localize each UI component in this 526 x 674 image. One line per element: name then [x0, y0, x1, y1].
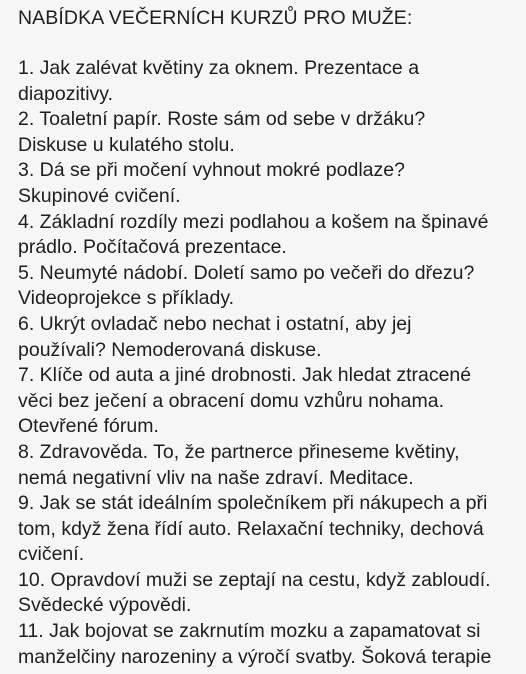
list-item-line: 10. Opravdoví muži se zeptají na cestu, když zabloudí. — [18, 568, 491, 591]
list-item-line: manželčiny narozeniny a výročí svatby. Šoková terapie — [18, 645, 492, 668]
list-item-line: nemá negativní vliv na naše zdraví. Meditace. — [18, 466, 414, 489]
list-item — [18, 568, 518, 619]
list-item-line: 2. Toaletní papír. Roste sám od sebe v držáku? — [18, 108, 426, 131]
list-item — [18, 107, 518, 158]
list-item — [18, 56, 518, 107]
list-item — [18, 261, 518, 312]
list-item-line: 6. Ukrýt ovladač nebo nechat i ostatní, aby jej — [18, 312, 412, 335]
list-item — [18, 210, 518, 261]
course-list — [18, 56, 518, 670]
list-item-line: 8. Zdravověda. To, že partnerce přineseme květiny, — [18, 440, 460, 463]
list-item-line: Videoprojekce s příklady. — [18, 287, 235, 310]
list-item-line: 3. Dá se při močení vyhnout mokré podlaze? — [18, 159, 405, 182]
list-item-line: 11. Jak bojovat se zakrnutím mozku a zapamatovat si — [18, 620, 481, 643]
list-item — [18, 312, 518, 363]
list-item-line: Otevřené fórum. — [18, 415, 159, 438]
list-item-line: 7. Klíče od auta a jiné drobnosti. Jak hledat ztracené — [18, 364, 472, 387]
list-item — [18, 440, 518, 491]
list-item-line: věci bez ječení a obracení domu vzhůru nohama. — [18, 389, 445, 412]
list-item-line: Diskuse u kulatého stolu. — [18, 133, 235, 156]
list-item — [18, 158, 518, 209]
list-item-line: cvičení. — [18, 543, 85, 566]
list-item-line: 1. Jak zalévat květiny za oknem. Prezentace a — [18, 57, 420, 79]
list-item — [18, 619, 518, 670]
list-item-line: používali? Nemoderovaná diskuse. — [18, 338, 322, 361]
list-item-line: 5. Neumyté nádobí. Doletí samo po večeři do dřezu? — [18, 261, 475, 284]
list-item-line: Svědecké výpovědi. — [18, 594, 192, 617]
list-item — [18, 363, 518, 440]
list-item-line: diapozitivy. — [18, 82, 114, 105]
list-item-line: Skupinové cvičení. — [18, 184, 181, 207]
list-item-line: prádlo. Počítačová prezentace. — [18, 236, 287, 259]
list-item — [18, 491, 518, 568]
list-item-line: tom, když žena řídí auto. Relaxační techniky, dechová — [18, 517, 484, 540]
list-item-line: 9. Jak se stát ideálním společníkem při nákupech a při — [18, 492, 488, 515]
page-title: NABÍDKA VEČERNÍCH KURZŮ PRO MUŽE: — [18, 7, 413, 29]
list-item-line: 4. Základní rozdíly mezi podlahou a košem na špinavé — [18, 210, 489, 233]
